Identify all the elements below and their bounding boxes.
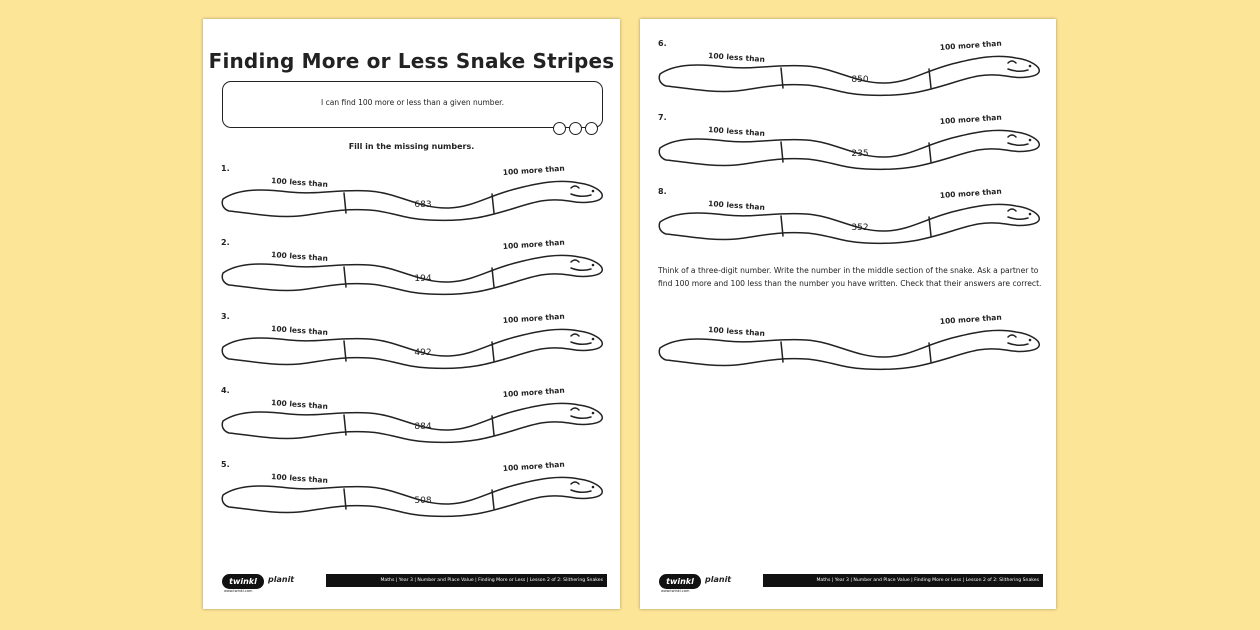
given-number: 850 [851,75,869,85]
more-than-label: 100 more than [939,113,1002,126]
more-than-label: 100 more than [502,386,565,399]
less-than-answer-slot[interactable] [678,69,778,81]
footer-breadcrumb: Maths | Year 3 | Number and Place Value | Finding More or Less | Lesson 2 of 2: Slithering Snakes [763,574,1043,587]
snake-question-1 [219,164,609,224]
more-than-label: 100 more than [502,238,565,251]
more-than-answer-slot[interactable] [495,488,575,500]
worksheet-page-2 [640,19,1056,609]
less-than-answer-slot[interactable] [241,416,341,428]
question-number: 6. [658,39,667,48]
more-than-label: 100 more than [502,164,565,177]
less-than-answer-slot[interactable] [678,217,778,229]
less-than-label: 100 less than [270,472,329,485]
less-than-label: 100 less than [270,176,329,189]
more-than-label: 100 more than [939,39,1002,52]
question-number: 8. [658,187,667,196]
given-number: 194 [414,274,432,284]
question-number: 1. [221,164,230,173]
given-number: 683 [414,200,432,210]
footer-breadcrumb: Maths | Year 3 | Number and Place Value | Finding More or Less | Lesson 2 of 2: Slithering Snakes [326,574,607,587]
snake-question-7 [656,113,1046,173]
instructions: Fill in the missing numbers. [348,142,475,151]
less-than-label: 100 less than [270,324,329,337]
logo-planit-wordmark: planit [705,575,732,584]
snake-question-5 [219,460,609,520]
logo-planit-wordmark: planit [268,575,295,584]
less-than-label: 100 less than [270,250,329,263]
snake-question-6 [656,39,1046,99]
more-than-answer-slot[interactable] [495,192,575,204]
logo-url: www.twinkl.com [661,589,690,593]
more-than-label: 100 more than [502,460,565,473]
given-number: 492 [414,348,432,358]
more-than-label: 100 more than [939,187,1002,200]
more-than-label: 100 more than [939,313,1002,326]
twinkl-logo [653,569,763,595]
less-than-label: 100 less than [270,398,329,411]
question-number: 7. [658,113,667,122]
twinkl-logo [216,569,326,595]
more-than-answer-slot[interactable] [495,414,575,426]
less-than-answer-slot[interactable] [678,143,778,155]
self-assessment-circles [553,122,598,135]
snake-question-4 [219,386,609,446]
question-number: 4. [221,386,230,395]
snake-figure [219,312,609,372]
page-footer [653,569,1043,595]
less-than-label: 100 less than [707,51,766,64]
page-title: Finding More or Less Snake Stripes [208,49,615,73]
more-than-answer-slot[interactable] [495,266,575,278]
snake-figure [656,313,1046,373]
assessment-circle[interactable] [569,122,582,135]
more-than-answer-slot[interactable] [932,341,1012,353]
snake-figure [219,238,609,298]
less-than-answer-slot[interactable] [241,490,341,502]
more-than-answer-slot[interactable] [932,67,1012,79]
question-number: 3. [221,312,230,321]
snake-question-2 [219,238,609,298]
less-than-answer-slot[interactable] [241,194,341,206]
snake-open-task [656,313,1046,373]
snake-figure [219,460,609,520]
open-task-prompt: Think of a three-digit number. Write the number in the middle section of the snake. Ask a partner to find 100 more and 100 less than the number you have written. Check that their answers are correct. [658,266,1042,288]
snake-question-8 [656,187,1046,247]
logo-twinkl-wordmark: twinkl [659,574,701,589]
logo-url: www.twinkl.com [224,589,253,593]
more-than-answer-slot[interactable] [495,340,575,352]
more-than-answer-slot[interactable] [932,141,1012,153]
assessment-circle[interactable] [585,122,598,135]
learning-objective-text: I can find 100 more or less than a given number. [321,98,504,107]
question-number: 2. [221,238,230,247]
more-than-answer-slot[interactable] [932,215,1012,227]
assessment-circle[interactable] [553,122,566,135]
snake-figure [656,39,1046,99]
logo-twinkl-wordmark: twinkl [222,574,264,589]
given-number: 352 [851,223,869,233]
snake-question-3 [219,312,609,372]
learning-objective-box [222,81,603,128]
question-number: 5. [221,460,230,469]
chosen-number-slot[interactable] [796,343,926,357]
less-than-answer-slot[interactable] [241,268,341,280]
less-than-label: 100 less than [707,325,766,338]
worksheet-page-1 [203,19,620,609]
snake-figure [656,113,1046,173]
less-than-answer-slot[interactable] [241,342,341,354]
less-than-answer-slot[interactable] [678,343,778,355]
less-than-label: 100 less than [707,125,766,138]
less-than-label: 100 less than [707,199,766,212]
given-number: 884 [414,422,432,432]
page-footer [216,569,607,595]
snake-figure [656,187,1046,247]
given-number: 508 [414,496,432,506]
given-number: 235 [851,149,869,159]
snake-figure [219,164,609,224]
snake-figure [219,386,609,446]
more-than-label: 100 more than [502,312,565,325]
